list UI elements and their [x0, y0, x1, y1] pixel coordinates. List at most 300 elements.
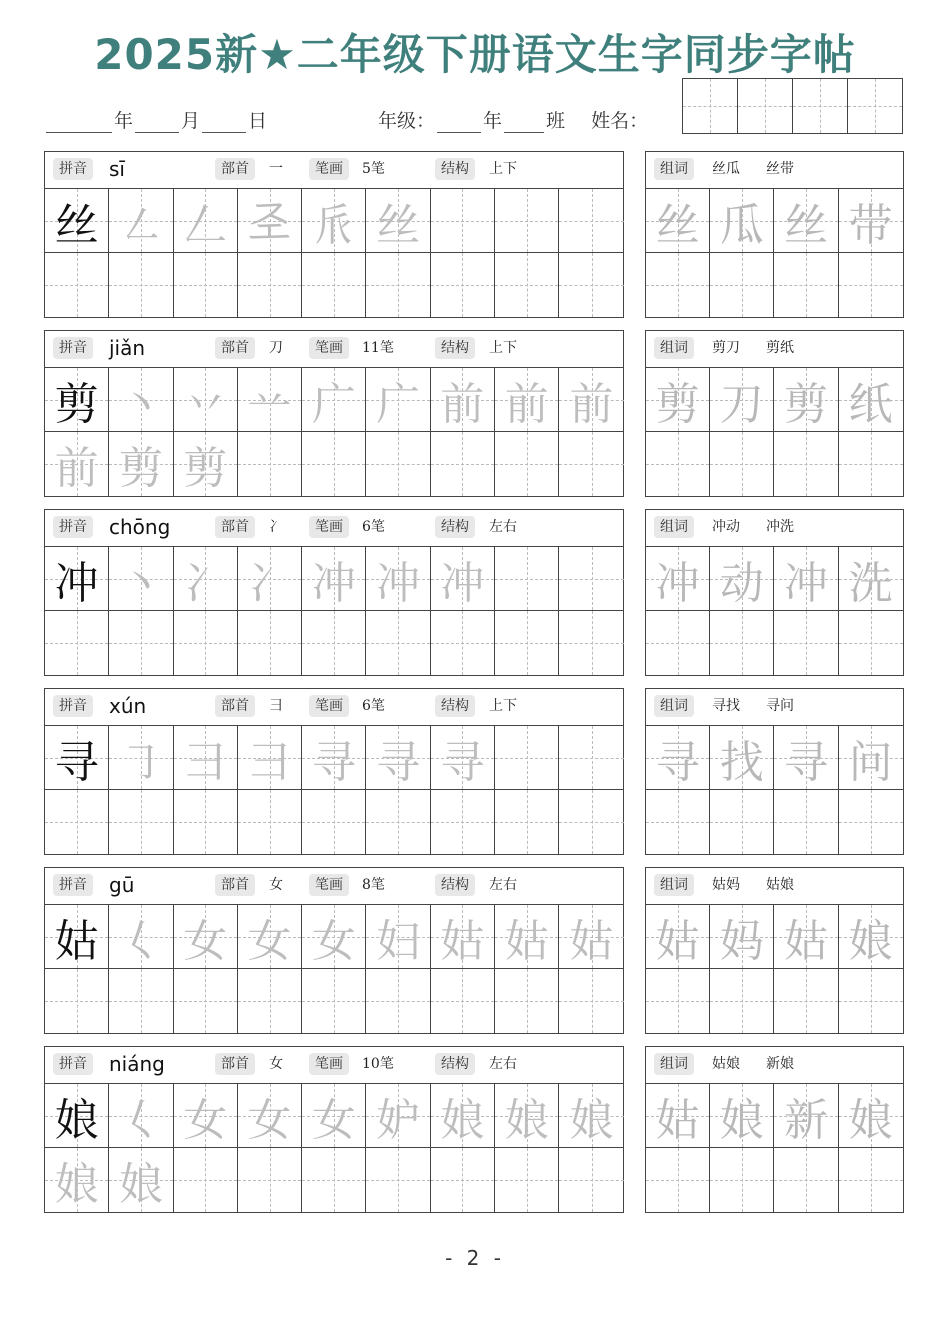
- practice-cell[interactable]: [238, 189, 302, 253]
- practice-cell[interactable]: [238, 253, 302, 317]
- trace-character: 𡿨: [118, 915, 163, 967]
- trace-character: [302, 1148, 365, 1212]
- practice-cell[interactable]: [174, 547, 238, 611]
- trace-character: 冲: [376, 557, 421, 609]
- word-character: 带: [848, 199, 893, 251]
- practice-cell[interactable]: [366, 726, 430, 790]
- trace-character: [302, 611, 365, 675]
- trace-character: [431, 969, 494, 1033]
- practice-cell[interactable]: [174, 368, 238, 432]
- practice-cell[interactable]: [431, 1084, 495, 1148]
- practice-cell[interactable]: [174, 790, 238, 854]
- name-cell[interactable]: [792, 79, 847, 133]
- trace-character: 姑: [569, 915, 614, 967]
- practice-cell[interactable]: [495, 1084, 559, 1148]
- words-tag: 组词: [654, 516, 694, 538]
- word-cell[interactable]: [774, 189, 838, 253]
- practice-cell[interactable]: [302, 253, 366, 317]
- words-tag: 组词: [654, 337, 694, 359]
- radical-value: 彐: [269, 698, 283, 714]
- word-cell[interactable]: [839, 1084, 903, 1148]
- word-cell[interactable]: [774, 611, 838, 675]
- word-character: 纸: [848, 378, 893, 430]
- trace-character: [559, 790, 623, 854]
- practice-cell[interactable]: [45, 969, 109, 1033]
- strokes-tag: 笔画: [309, 337, 349, 359]
- practice-cell[interactable]: [302, 189, 366, 253]
- practice-cell[interactable]: [431, 611, 495, 675]
- word-cell[interactable]: [710, 253, 774, 317]
- word-cell[interactable]: [646, 189, 710, 253]
- word-cell[interactable]: [839, 790, 903, 854]
- trace-character: 䒑: [247, 378, 292, 430]
- word-cell[interactable]: [646, 611, 710, 675]
- practice-cell[interactable]: [302, 726, 366, 790]
- structure-tag: 结构: [435, 516, 475, 538]
- practice-cell[interactable]: [109, 1084, 173, 1148]
- radical-value: 一: [269, 161, 283, 177]
- practice-cell[interactable]: [495, 969, 559, 1033]
- strokes-value: 6笔: [362, 519, 385, 535]
- word-character: 姑: [655, 915, 700, 967]
- character-block: [44, 330, 624, 497]
- word-text: 姑妈: [712, 877, 740, 893]
- trace-character: 女: [183, 1094, 228, 1146]
- word-cell[interactable]: [774, 253, 838, 317]
- character-header: [45, 152, 623, 189]
- word-cell[interactable]: [710, 1084, 774, 1148]
- word-grid: [646, 726, 903, 854]
- trace-character: 女: [247, 915, 292, 967]
- practice-cell[interactable]: [431, 547, 495, 611]
- practice-grid: [45, 189, 624, 317]
- word-character: 刀: [719, 378, 764, 430]
- practice-cell[interactable]: [559, 253, 623, 317]
- word-block: [645, 509, 904, 676]
- word-cell[interactable]: [839, 253, 903, 317]
- trace-character: [431, 790, 494, 854]
- trace-character: 剪: [183, 443, 228, 494]
- pinyin-value: xún: [109, 694, 147, 718]
- practice-cell[interactable]: [109, 432, 173, 496]
- word-cell[interactable]: [646, 432, 710, 496]
- name-cell[interactable]: [737, 79, 792, 133]
- practice-cell[interactable]: [174, 1148, 238, 1212]
- practice-cell[interactable]: [45, 368, 109, 432]
- word-grid: [646, 905, 903, 1033]
- practice-cell[interactable]: [431, 790, 495, 854]
- trace-character: [495, 611, 558, 675]
- trace-character: [559, 726, 623, 789]
- year-blank[interactable]: [46, 110, 112, 133]
- words-tag: 组词: [654, 1053, 694, 1075]
- word-cell[interactable]: [710, 726, 774, 790]
- practice-cell[interactable]: [109, 253, 173, 317]
- word-cell[interactable]: [839, 1148, 903, 1212]
- strokes-tag: 笔画: [309, 516, 349, 538]
- grade-label: 年级：: [378, 110, 436, 132]
- character-header: [45, 1047, 623, 1084]
- word-cell[interactable]: [646, 905, 710, 969]
- character-block: [44, 867, 624, 1034]
- word-cell[interactable]: [710, 547, 774, 611]
- practice-cell[interactable]: [174, 253, 238, 317]
- trace-character: 𠂢: [311, 199, 356, 251]
- radical-tag: 部首: [215, 516, 255, 538]
- year-label: 年: [114, 110, 134, 132]
- practice-cell[interactable]: [559, 368, 623, 432]
- word-character: 瓜: [719, 199, 764, 251]
- name-cell[interactable]: [683, 79, 737, 133]
- character-block: [44, 151, 624, 318]
- word-cell[interactable]: [646, 1148, 710, 1212]
- practice-cell[interactable]: [559, 726, 623, 790]
- practice-cell[interactable]: [174, 432, 238, 496]
- practice-cell[interactable]: [238, 611, 302, 675]
- practice-cell[interactable]: [109, 905, 173, 969]
- trace-character: [238, 611, 301, 675]
- practice-cell[interactable]: [431, 368, 495, 432]
- trace-character: [495, 790, 558, 854]
- trace-character: [495, 253, 558, 317]
- practice-cell[interactable]: [495, 432, 559, 496]
- page-title: 2025新★二年级下册语文生字同步字帖: [94, 30, 856, 79]
- word-cell[interactable]: [774, 905, 838, 969]
- trace-character: 姑: [504, 915, 549, 967]
- word-cell[interactable]: [839, 368, 903, 432]
- trace-character: [495, 1148, 558, 1212]
- word-cell[interactable]: [839, 189, 903, 253]
- practice-cell[interactable]: [495, 1148, 559, 1212]
- model-character: 剪: [54, 378, 99, 430]
- trace-character: [238, 969, 301, 1033]
- name-box[interactable]: [682, 78, 903, 134]
- word-character: 娘: [848, 915, 893, 967]
- practice-cell[interactable]: [431, 1148, 495, 1212]
- word-cell[interactable]: [710, 1148, 774, 1212]
- word-cell[interactable]: [774, 1084, 838, 1148]
- trace-character: 姑: [440, 915, 485, 967]
- practice-cell[interactable]: [366, 1148, 430, 1212]
- strokes-value: 8笔: [362, 877, 385, 893]
- pinyin-tag: 拼音: [53, 1053, 93, 1075]
- word-cell[interactable]: [774, 1148, 838, 1212]
- practice-grid: [45, 905, 624, 1033]
- trace-character: [559, 611, 623, 675]
- practice-cell[interactable]: [174, 726, 238, 790]
- practice-cell[interactable]: [559, 790, 623, 854]
- practice-cell[interactable]: [109, 790, 173, 854]
- trace-character: [366, 611, 429, 675]
- word-cell[interactable]: [646, 726, 710, 790]
- practice-cell[interactable]: [559, 189, 623, 253]
- practice-cell[interactable]: [109, 726, 173, 790]
- practice-cell[interactable]: [366, 253, 430, 317]
- class-blank[interactable]: [504, 110, 544, 133]
- words-tag: 组词: [654, 695, 694, 717]
- practice-cell[interactable]: [45, 547, 109, 611]
- pinyin-tag: 拼音: [53, 874, 93, 896]
- practice-cell[interactable]: [238, 1148, 302, 1212]
- trace-character: 丶: [118, 378, 163, 430]
- word-text: 冲洗: [766, 519, 794, 535]
- practice-cell[interactable]: [495, 790, 559, 854]
- word-cell[interactable]: [839, 432, 903, 496]
- practice-cell[interactable]: [366, 189, 430, 253]
- trace-character: 𡿨: [118, 1094, 163, 1146]
- word-character: 寻: [783, 736, 828, 788]
- structure-value: 左右: [489, 519, 517, 535]
- practice-cell[interactable]: [109, 1148, 173, 1212]
- word-cell[interactable]: [774, 368, 838, 432]
- practice-cell[interactable]: [45, 253, 109, 317]
- practice-cell[interactable]: [174, 969, 238, 1033]
- pinyin-tag: 拼音: [53, 516, 93, 538]
- practice-cell[interactable]: [45, 1084, 109, 1148]
- word-cell[interactable]: [710, 368, 774, 432]
- practice-cell[interactable]: [302, 1148, 366, 1212]
- day-blank[interactable]: [202, 110, 246, 133]
- practice-cell[interactable]: [302, 905, 366, 969]
- word-cell[interactable]: [710, 611, 774, 675]
- word-text: 寻问: [766, 698, 794, 714]
- words-tag: 组词: [654, 158, 694, 180]
- practice-cell[interactable]: [559, 969, 623, 1033]
- practice-cell[interactable]: [495, 611, 559, 675]
- word-character: 丝: [655, 199, 700, 251]
- trace-character: [238, 790, 301, 854]
- practice-cell[interactable]: [559, 1148, 623, 1212]
- practice-cell[interactable]: [431, 726, 495, 790]
- trace-character: ㇆: [118, 736, 163, 788]
- practice-cell[interactable]: [302, 1084, 366, 1148]
- word-cell[interactable]: [710, 189, 774, 253]
- trace-character: [431, 432, 494, 496]
- word-cell[interactable]: [839, 969, 903, 1033]
- trace-character: 彐: [183, 736, 228, 788]
- trace-character: 冫: [183, 557, 228, 609]
- radical-tag: 部首: [215, 874, 255, 896]
- trace-character: [495, 432, 558, 496]
- practice-cell[interactable]: [495, 189, 559, 253]
- practice-cell[interactable]: [45, 905, 109, 969]
- practice-cell[interactable]: [366, 969, 430, 1033]
- structure-value: 左右: [489, 877, 517, 893]
- trace-character: [431, 611, 494, 675]
- practice-cell[interactable]: [495, 368, 559, 432]
- trace-character: [366, 969, 429, 1033]
- month-blank[interactable]: [135, 110, 179, 133]
- trace-character: [174, 969, 237, 1033]
- word-cell[interactable]: [774, 432, 838, 496]
- strokes-value: 10笔: [362, 1056, 394, 1072]
- practice-cell[interactable]: [366, 432, 430, 496]
- practice-cell[interactable]: [238, 432, 302, 496]
- word-cell[interactable]: [710, 969, 774, 1033]
- character-header: [45, 689, 623, 726]
- practice-cell[interactable]: [302, 368, 366, 432]
- practice-cell[interactable]: [45, 1148, 109, 1212]
- practice-cell[interactable]: [431, 189, 495, 253]
- character-block: [44, 509, 624, 676]
- practice-cell[interactable]: [431, 253, 495, 317]
- practice-cell[interactable]: [495, 726, 559, 790]
- word-cell[interactable]: [646, 547, 710, 611]
- practice-cell[interactable]: [45, 790, 109, 854]
- word-character: 找: [719, 736, 764, 788]
- practice-cell[interactable]: [174, 905, 238, 969]
- practice-cell[interactable]: [302, 432, 366, 496]
- structure-tag: 结构: [435, 158, 475, 180]
- practice-grid: [45, 726, 624, 854]
- word-cell[interactable]: [646, 790, 710, 854]
- word-cell[interactable]: [710, 905, 774, 969]
- practice-cell[interactable]: [559, 432, 623, 496]
- trace-character: [45, 611, 108, 675]
- word-cell[interactable]: [839, 611, 903, 675]
- word-cell[interactable]: [774, 726, 838, 790]
- practice-cell[interactable]: [109, 547, 173, 611]
- word-cell[interactable]: [839, 547, 903, 611]
- practice-cell[interactable]: [109, 189, 173, 253]
- practice-cell[interactable]: [109, 611, 173, 675]
- word-character: 动: [719, 557, 764, 609]
- practice-cell[interactable]: [431, 969, 495, 1033]
- practice-cell[interactable]: [366, 905, 430, 969]
- trace-character: [109, 969, 172, 1033]
- word-character: 洗: [848, 557, 893, 609]
- practice-cell[interactable]: [174, 1084, 238, 1148]
- practice-cell[interactable]: [238, 368, 302, 432]
- grade-blank[interactable]: [437, 110, 481, 133]
- trace-character: 前: [54, 443, 99, 494]
- pinyin-value: sī: [109, 157, 125, 181]
- word-grid: [646, 368, 903, 496]
- practice-cell[interactable]: [302, 611, 366, 675]
- model-character: 寻: [54, 736, 99, 788]
- word-cell[interactable]: [646, 1084, 710, 1148]
- practice-cell[interactable]: [174, 611, 238, 675]
- practice-cell[interactable]: [495, 905, 559, 969]
- word-cell[interactable]: [646, 368, 710, 432]
- practice-cell[interactable]: [238, 969, 302, 1033]
- practice-cell[interactable]: [109, 368, 173, 432]
- word-block: [645, 151, 904, 318]
- practice-cell[interactable]: [366, 790, 430, 854]
- practice-cell[interactable]: [238, 726, 302, 790]
- trace-character: 女: [247, 1094, 292, 1146]
- practice-cell[interactable]: [366, 1084, 430, 1148]
- trace-character: [495, 547, 558, 610]
- strokes-tag: 笔画: [309, 158, 349, 180]
- character-header: [45, 868, 623, 905]
- trace-character: [431, 1148, 494, 1212]
- trace-character: [366, 253, 429, 317]
- practice-cell[interactable]: [109, 969, 173, 1033]
- practice-cell[interactable]: [45, 432, 109, 496]
- strokes-tag: 笔画: [309, 695, 349, 717]
- word-character: 剪: [655, 378, 700, 430]
- trace-character: 娘: [54, 1159, 99, 1210]
- word-cell[interactable]: [774, 547, 838, 611]
- word-cell[interactable]: [839, 726, 903, 790]
- trace-character: 女: [311, 915, 356, 967]
- page-number: - 2 -: [445, 1246, 505, 1270]
- practice-cell[interactable]: [238, 790, 302, 854]
- practice-cell[interactable]: [366, 368, 430, 432]
- trace-character: 剪: [118, 443, 163, 494]
- trace-character: [109, 611, 172, 675]
- practice-cell[interactable]: [302, 790, 366, 854]
- word-cell[interactable]: [774, 969, 838, 1033]
- practice-cell[interactable]: [431, 905, 495, 969]
- word-character: 姑: [655, 1094, 700, 1146]
- practice-cell[interactable]: [495, 253, 559, 317]
- practice-cell[interactable]: [45, 726, 109, 790]
- trace-character: [238, 432, 301, 496]
- trace-character: 妒: [376, 1094, 421, 1146]
- trace-character: [45, 969, 108, 1033]
- practice-cell[interactable]: [559, 611, 623, 675]
- word-cell[interactable]: [646, 969, 710, 1033]
- word-block: [645, 867, 904, 1034]
- practice-cell[interactable]: [495, 547, 559, 611]
- date-row: [46, 106, 269, 136]
- name-cell[interactable]: [847, 79, 902, 133]
- word-cell[interactable]: [839, 905, 903, 969]
- trace-character: 前: [504, 378, 549, 430]
- practice-cell[interactable]: [238, 1084, 302, 1148]
- radical-tag: 部首: [215, 1053, 255, 1075]
- practice-cell[interactable]: [559, 547, 623, 611]
- word-header: [646, 689, 903, 726]
- strokes-value: 5笔: [362, 161, 385, 177]
- word-block: [645, 1046, 904, 1213]
- practice-cell[interactable]: [174, 189, 238, 253]
- practice-cell[interactable]: [559, 905, 623, 969]
- word-character: 冲: [655, 557, 700, 609]
- pinyin-tag: 拼音: [53, 695, 93, 717]
- trace-character: 𠃋: [183, 199, 228, 251]
- practice-cell[interactable]: [431, 432, 495, 496]
- word-text: 丝带: [766, 161, 794, 177]
- practice-cell[interactable]: [366, 611, 430, 675]
- practice-cell[interactable]: [45, 189, 109, 253]
- trace-character: 寻: [376, 736, 421, 788]
- practice-cell[interactable]: [559, 1084, 623, 1148]
- trace-character: 丝: [376, 199, 421, 251]
- practice-cell[interactable]: [302, 547, 366, 611]
- word-character: 娘: [719, 1094, 764, 1146]
- word-cell[interactable]: [646, 253, 710, 317]
- strokes-tag: 笔画: [309, 1053, 349, 1075]
- pinyin-tag: 拼音: [53, 158, 93, 180]
- practice-cell[interactable]: [302, 969, 366, 1033]
- practice-cell[interactable]: [238, 905, 302, 969]
- practice-cell[interactable]: [366, 547, 430, 611]
- word-cell[interactable]: [710, 790, 774, 854]
- practice-cell[interactable]: [45, 611, 109, 675]
- word-cell[interactable]: [774, 790, 838, 854]
- word-character: 妈: [719, 915, 764, 967]
- practice-cell[interactable]: [238, 547, 302, 611]
- trace-character: [174, 790, 237, 854]
- trace-character: 娘: [118, 1159, 163, 1210]
- trace-character: [559, 432, 623, 496]
- structure-value: 上下: [489, 340, 517, 356]
- word-cell[interactable]: [710, 432, 774, 496]
- word-grid: [646, 547, 903, 675]
